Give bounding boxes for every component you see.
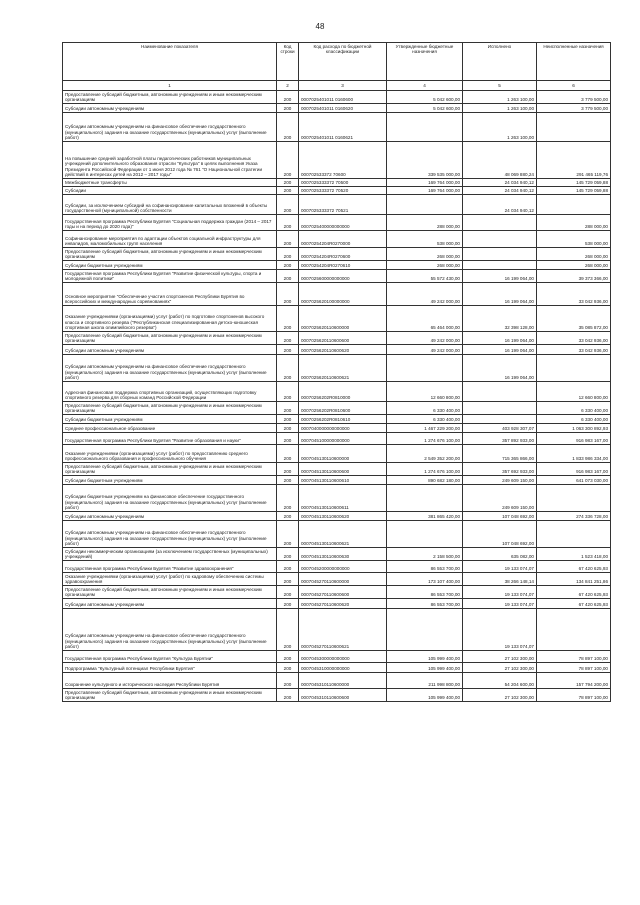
executed-amount-cell: 16 199 064,00 [463, 283, 537, 306]
executed-amount-cell: 54 204 600,00 [463, 673, 537, 689]
unexecuted-amount-cell: 916 983 167,00 [537, 433, 611, 445]
header-executed: Исполнено [463, 43, 537, 81]
indicator-name-cell: Предоставление субсидий бюджетным, автономным учреждениям и иным некоммерческим организациям [63, 463, 277, 476]
indicator-name-cell: Субсидии автономным учреждениям на финансовое обеспечение государственного (муниципального) задания на оказание государственных (муниципальных) услуг (выполнение работ) [63, 609, 277, 651]
budget-classification-cell: 0007025620110600620 [299, 345, 387, 355]
table-row [63, 476, 611, 485]
indicator-name-cell: Субсидии автономным учреждениям [63, 104, 277, 113]
approved-amount-cell: 381 865 420,00 [387, 512, 463, 521]
indicator-name-cell: Субсидии бюджетным учреждениям [63, 261, 277, 270]
approved-amount-cell: 12 660 800,00 [387, 382, 463, 402]
line-code-cell: 200 [277, 306, 299, 332]
line-code-cell: 200 [277, 332, 299, 345]
executed-amount-cell: 1 263 100,00 [463, 113, 537, 142]
budget-classification-cell: 0007025600000000000 [299, 270, 387, 283]
executed-amount-cell [463, 215, 537, 231]
unexecuted-amount-cell [537, 355, 611, 382]
approved-amount-cell: 288 000,00 [387, 215, 463, 231]
budget-classification-cell: 00070254204R0270610 [299, 261, 387, 270]
indicator-name-cell: Субсидии автономным учреждениям [63, 599, 277, 609]
approved-amount-cell [387, 113, 463, 142]
budget-classification-cell: 00070254204R0270600 [299, 248, 387, 261]
budget-classification-cell: 0007045200000000000 [299, 561, 387, 573]
line-code-cell: 200 [277, 689, 299, 702]
table-row [63, 433, 611, 445]
budget-classification-cell: 0007045130110600600 [299, 463, 387, 476]
unexecuted-amount-cell: 1 063 300 892,93 [537, 424, 611, 433]
indicator-name-cell: Предоставление субсидий бюджетным, автономным учреждениям и иным некоммерческим организациям [63, 402, 277, 415]
approved-amount-cell: 2 549 352 200,00 [387, 445, 463, 463]
line-code-cell: 200 [277, 355, 299, 382]
executed-amount-cell: 249 609 150,00 [463, 476, 537, 485]
budget-classification-cell: 0007025620110600000 [299, 306, 387, 332]
indicator-name-cell: Государственная программа Республики Бурятия "Развитие образования и науки" [63, 433, 277, 445]
table-row [63, 512, 611, 521]
line-code-cell: 200 [277, 609, 299, 651]
budget-classification-cell: 0007045270110600620 [299, 599, 387, 609]
table-row [63, 663, 611, 673]
budget-classification-cell: 0007045270110600600 [299, 586, 387, 599]
budget-classification-cell: 0007045310110600600 [299, 689, 387, 702]
budget-classification-cell: 0007045130110600610 [299, 476, 387, 485]
executed-amount-cell: 357 892 933,00 [463, 433, 537, 445]
indicator-name-cell: Субсидии бюджетным учреждениям [63, 476, 277, 485]
budget-classification-cell: 00070254204R0270000 [299, 231, 387, 248]
budget-classification-cell: 0007025620110600621 [299, 355, 387, 382]
unexecuted-amount-cell: 641 073 030,00 [537, 476, 611, 485]
approved-amount-cell: 49 242 000,00 [387, 283, 463, 306]
budget-classification-cell: 00070256202R0810000 [299, 382, 387, 402]
approved-amount-cell: 1 274 676 100,00 [387, 433, 463, 445]
table-row [63, 179, 611, 187]
unexecuted-amount-cell: 3 779 500,00 [537, 91, 611, 104]
table-row [63, 586, 611, 599]
line-code-cell: 200 [277, 485, 299, 512]
table-row [63, 573, 611, 586]
header-budget-classification: Код расхода по бюджетной классификации [299, 43, 387, 81]
approved-amount-cell: 105 999 400,00 [387, 651, 463, 663]
indicator-name-cell: Государственная программа Республики Бурятия "Развитие физической культуры, спорта и молодежной политики" [63, 270, 277, 283]
header-approved: Утвержденные бюджетные назначения [387, 43, 463, 81]
indicator-name-cell: Предоставление субсидий бюджетным, автономным учреждениям и иным некоммерческим организациям [63, 586, 277, 599]
budget-classification-cell: 0007045300000000000 [299, 651, 387, 663]
line-code-cell: 200 [277, 521, 299, 548]
executed-amount-cell: 403 928 307,07 [463, 424, 537, 433]
unexecuted-amount-cell: 157 794 200,00 [537, 673, 611, 689]
approved-amount-cell: 86 553 700,00 [387, 586, 463, 599]
column-number: 2 [277, 81, 299, 91]
approved-amount-cell [387, 195, 463, 215]
table-row [63, 548, 611, 561]
indicator-name-cell: Оказание учреждениями (организациями) услуг (работ) по предоставлению среднего профессионального образования и профессионального обучения [63, 445, 277, 463]
line-code-cell: 200 [277, 382, 299, 402]
unexecuted-amount-cell: 1 523 418,00 [537, 548, 611, 561]
line-code-cell: 200 [277, 548, 299, 561]
budget-classification-cell: 0007045130110600630 [299, 548, 387, 561]
budget-classification-cell: 0007045130110600620 [299, 512, 387, 521]
executed-amount-cell: 24 034 940,12 [463, 179, 537, 187]
line-code-cell: 200 [277, 445, 299, 463]
executed-amount-cell [463, 402, 537, 415]
executed-amount-cell: 715 365 866,00 [463, 445, 537, 463]
line-code-cell: 200 [277, 586, 299, 599]
indicator-name-cell: Субсидии автономным учреждениям на финансовое обеспечение государственного (муниципального) задания на оказание государственных (муниципальных) услуг (выполнение работ) [63, 355, 277, 382]
table-row [63, 445, 611, 463]
unexecuted-amount-cell: 274 336 728,00 [537, 512, 611, 521]
approved-amount-cell: 268 000,00 [387, 261, 463, 270]
line-code-cell: 200 [277, 91, 299, 104]
budget-classification-cell: 000702533372 70600 [299, 142, 387, 179]
unexecuted-amount-cell: 291 465 119,76 [537, 142, 611, 179]
table-row [63, 609, 611, 651]
approved-amount-cell: 1 467 229 200,00 [387, 424, 463, 433]
table-row [63, 345, 611, 355]
executed-amount-cell: 19 133 074,07 [463, 599, 537, 609]
line-code-cell: 200 [277, 476, 299, 485]
line-code-cell: 200 [277, 345, 299, 355]
line-code-cell: 200 [277, 179, 299, 187]
indicator-name-cell: Государственная программа Республики Бурятия "Культура Бурятии" [63, 651, 277, 663]
line-code-cell: 200 [277, 248, 299, 261]
approved-amount-cell: 105 999 400,00 [387, 663, 463, 673]
unexecuted-amount-cell: 78 897 100,00 [537, 651, 611, 663]
budget-classification-cell: 00070256202R0810600 [299, 402, 387, 415]
approved-amount-cell: 6 330 400,00 [387, 402, 463, 415]
table-row [63, 306, 611, 332]
executed-amount-cell [463, 415, 537, 424]
budget-classification-cell: 0007025401011 0160600 [299, 91, 387, 104]
approved-amount-cell: 169 764 000,00 [387, 179, 463, 187]
unexecuted-amount-cell: 145 729 059,88 [537, 187, 611, 195]
column-number: 1 [63, 81, 277, 91]
indicator-name-cell: Основное мероприятие "Обеспечение участия спортсменов Республики Бурятия во всероссийских и международных соревнованиях" [63, 283, 277, 306]
budget-classification-cell: 0007025333372 70500 [299, 179, 387, 187]
unexecuted-amount-cell: 33 042 936,00 [537, 332, 611, 345]
table-row [63, 521, 611, 548]
table-row [63, 485, 611, 512]
line-code-cell: 200 [277, 561, 299, 573]
table-row [63, 270, 611, 283]
header-row [63, 43, 611, 81]
indicator-name-cell: Субсидии, за исключением субсидий на софинансирование капитальных вложений в объекты государственной (муниципальной) собственности [63, 195, 277, 215]
column-number-row [63, 81, 611, 91]
budget-classification-cell: 0007045270110600621 [299, 609, 387, 651]
table-row [63, 382, 611, 402]
line-code-cell: 200 [277, 663, 299, 673]
table-row [63, 283, 611, 306]
table-row [63, 187, 611, 195]
unexecuted-amount-cell: 78 897 100,00 [537, 663, 611, 673]
indicator-name-cell: Субсидии бюджетным учреждениям [63, 415, 277, 424]
executed-amount-cell: 48 069 880,24 [463, 142, 537, 179]
approved-amount-cell: 86 553 700,00 [387, 561, 463, 573]
executed-amount-cell: 24 034 940,12 [463, 195, 537, 215]
column-number: 5 [463, 81, 537, 91]
budget-classification-cell: 0007040000000000000 [299, 424, 387, 433]
budget-classification-cell: 0007045100000000000 [299, 433, 387, 445]
unexecuted-amount-cell: 6 330 400,00 [537, 415, 611, 424]
table-row [63, 215, 611, 231]
line-code-cell: 200 [277, 187, 299, 195]
approved-amount-cell: 65 464 000,00 [387, 306, 463, 332]
table-row [63, 463, 611, 476]
budget-classification-cell: 0007025333372 70521 [299, 195, 387, 215]
line-code-cell: 200 [277, 433, 299, 445]
line-code-cell: 200 [277, 113, 299, 142]
executed-amount-cell: 357 692 933,00 [463, 463, 537, 476]
approved-amount-cell: 1 274 676 100,00 [387, 463, 463, 476]
budget-classification-cell: 0007045130110600621 [299, 521, 387, 548]
executed-amount-cell: 107 048 692,00 [463, 512, 537, 521]
approved-amount-cell: 105 999 400,00 [387, 689, 463, 702]
approved-amount-cell: 5 042 600,00 [387, 104, 463, 113]
approved-amount-cell: 49 242 000,00 [387, 345, 463, 355]
executed-amount-cell: 32 398 128,00 [463, 306, 537, 332]
budget-classification-cell: 0007025401011 0160621 [299, 113, 387, 142]
unexecuted-amount-cell: 916 983 167,00 [537, 463, 611, 476]
unexecuted-amount-cell: 39 373 366,00 [537, 270, 611, 283]
executed-amount-cell: 249 609 150,00 [463, 485, 537, 512]
approved-amount-cell: 339 535 000,00 [387, 142, 463, 179]
line-code-cell: 200 [277, 415, 299, 424]
column-number: 3 [299, 81, 387, 91]
indicator-name-cell: Сохранение культурного и исторического наследия Республики Бурятия [63, 673, 277, 689]
line-code-cell: 200 [277, 402, 299, 415]
table-row [63, 673, 611, 689]
executed-amount-cell: 1 263 100,00 [463, 104, 537, 113]
executed-amount-cell: 107 048 692,00 [463, 521, 537, 548]
indicator-name-cell: Предоставление субсидий бюджетным, автономным учреждениям и иным некоммерческим организациям [63, 248, 277, 261]
line-code-cell: 200 [277, 651, 299, 663]
budget-classification-cell: 0007045310000000000 [299, 663, 387, 673]
executed-amount-cell: 38 266 148,14 [463, 573, 537, 586]
table-row [63, 561, 611, 573]
approved-amount-cell [387, 485, 463, 512]
unexecuted-amount-cell: 33 042 936,00 [537, 283, 611, 306]
line-code-cell: 200 [277, 270, 299, 283]
unexecuted-amount-cell: 268 000,00 [537, 248, 611, 261]
unexecuted-amount-cell: 288 000,00 [537, 215, 611, 231]
header-indicator-name: Наименование показателя [63, 43, 277, 81]
header-line-code: Код строки [277, 43, 299, 81]
table-row [63, 402, 611, 415]
unexecuted-amount-cell: 33 042 936,00 [537, 345, 611, 355]
indicator-name-cell: Субсидии бюджетным учреждениям на финансовое обеспечение государственного (муниципального) задания на оказание государственных (муниципальных) услуг (выполнение работ) [63, 485, 277, 512]
table-row [63, 424, 611, 433]
table-row [63, 415, 611, 424]
unexecuted-amount-cell [537, 485, 611, 512]
indicator-name-cell: Государственная программа Республики Бурятия "Развитие здравоохранения" [63, 561, 277, 573]
executed-amount-cell: 16 199 064,00 [463, 355, 537, 382]
executed-amount-cell: 16 199 064,00 [463, 270, 537, 283]
approved-amount-cell: 2 158 500,00 [387, 548, 463, 561]
executed-amount-cell: 16 199 064,00 [463, 345, 537, 355]
indicator-name-cell: Оказание учреждениями (организациями) услуг (работ) по кадровому обеспечению системы здравоохранения [63, 573, 277, 586]
table-row [63, 355, 611, 382]
executed-amount-cell: 27 102 300,00 [463, 689, 537, 702]
indicator-name-cell: Подпрограмма "Культурный потенциал Республики Бурятия" [63, 663, 277, 673]
table-row [63, 91, 611, 104]
column-number: 4 [387, 81, 463, 91]
unexecuted-amount-cell: 538 000,00 [537, 231, 611, 248]
executed-amount-cell: 27 102 300,00 [463, 663, 537, 673]
table-row [63, 142, 611, 179]
unexecuted-amount-cell [537, 609, 611, 651]
line-code-cell: 200 [277, 573, 299, 586]
budget-classification-cell: 0007025401011 0160620 [299, 104, 387, 113]
indicator-name-cell: Субсидии [63, 187, 277, 195]
indicator-name-cell: Софинансирование мероприятия по адаптации объектов социальной инфраструктуры для инвалидов, маломобильных групп населения [63, 231, 277, 248]
unexecuted-amount-cell: 134 841 251,86 [537, 573, 611, 586]
executed-amount-cell [463, 248, 537, 261]
unexecuted-amount-cell: 35 085 872,00 [537, 306, 611, 332]
indicator-name-cell: На повышение средней заработной платы педагогических работников муниципальных учреждений дополнительного образования отрасли "Культура" в целях выполнения Указа Президента Российской Федерации от 1 июня 2012 года № 761 "О Национальной стратегии действий в интересах детей на 2012 – 2017 годы" [63, 142, 277, 179]
budget-report-table [62, 42, 611, 702]
unexecuted-amount-cell: 3 779 500,00 [537, 104, 611, 113]
line-code-cell: 200 [277, 512, 299, 521]
executed-amount-cell [463, 261, 537, 270]
approved-amount-cell: 538 000,00 [387, 231, 463, 248]
executed-amount-cell: 27 102 300,00 [463, 651, 537, 663]
unexecuted-amount-cell: 12 660 800,00 [537, 382, 611, 402]
approved-amount-cell [387, 521, 463, 548]
line-code-cell: 200 [277, 215, 299, 231]
indicator-name-cell: Среднее профессиональное образование [63, 424, 277, 433]
table-row [63, 599, 611, 609]
indicator-name-cell: Предоставление субсидий бюджетным, автономным учреждениям и иным некоммерческим организациям [63, 332, 277, 345]
budget-classification-cell: 0007045270110600000 [299, 573, 387, 586]
executed-amount-cell: 19 133 074,07 [463, 609, 537, 651]
approved-amount-cell: 890 682 180,00 [387, 476, 463, 485]
line-code-cell: 200 [277, 599, 299, 609]
budget-classification-cell: 0007025333372 70520 [299, 187, 387, 195]
executed-amount-cell: 1 263 100,00 [463, 91, 537, 104]
unexecuted-amount-cell: 1 833 986 334,00 [537, 445, 611, 463]
report-body [63, 91, 611, 702]
line-code-cell: 200 [277, 104, 299, 113]
indicator-name-cell: Субсидии автономным учреждениям [63, 345, 277, 355]
indicator-name-cell: Субсидии некоммерческим организациям (за исключением государственных (муниципальных) учреждений) [63, 548, 277, 561]
indicator-name-cell: Государственная программа Республики Бурятия "Социальная поддержка граждан (2014 – 2017 годы и на период до 2020 года)" [63, 215, 277, 231]
table-row [63, 689, 611, 702]
table-row [63, 248, 611, 261]
unexecuted-amount-cell: 78 897 100,00 [537, 689, 611, 702]
unexecuted-amount-cell: 67 420 625,93 [537, 561, 611, 573]
line-code-cell: 200 [277, 261, 299, 270]
unexecuted-amount-cell [537, 521, 611, 548]
table-row [63, 651, 611, 663]
executed-amount-cell: 19 133 074,07 [463, 586, 537, 599]
budget-classification-cell: 0007045310110600000 [299, 673, 387, 689]
indicator-name-cell: Адресная финансовая поддержка спортивных организаций, осуществляющих подготовку спортивного резерва для сборных команд Российской Федерации [63, 382, 277, 402]
indicator-name-cell: Межбюджетные трансферты [63, 179, 277, 187]
budget-classification-cell: 0007025620110600600 [299, 332, 387, 345]
executed-amount-cell: 635 082,00 [463, 548, 537, 561]
indicator-name-cell: Субсидии автономным учреждениям на финансовое обеспечение государственного (муниципального) задания на оказание государственных (муниципальных) услуг (выполнение работ) [63, 521, 277, 548]
approved-amount-cell: 49 242 000,00 [387, 332, 463, 345]
line-code-cell: 200 [277, 195, 299, 215]
unexecuted-amount-cell: 145 729 059,88 [537, 179, 611, 187]
page-number: 48 [315, 22, 325, 31]
approved-amount-cell: 55 572 430,00 [387, 270, 463, 283]
unexecuted-amount-cell: 67 420 625,93 [537, 599, 611, 609]
indicator-name-cell: Оказание учреждениями (организациями) услуг (работ) по подготовке спортсменов высокого класса и спортивного резерва ("Республиканская специализированная детско-юношеская спортивная школа олимпийского резерва") [63, 306, 277, 332]
line-code-cell: 200 [277, 283, 299, 306]
header-unexecuted: Неисполненные назначения [537, 43, 611, 81]
budget-classification-cell: 0007025400000000000 [299, 215, 387, 231]
indicator-name-cell: Предоставление субсидий бюджетным, автономным учреждениям и иным некоммерческим организациям [63, 91, 277, 104]
unexecuted-amount-cell: 67 420 625,93 [537, 586, 611, 599]
budget-classification-cell: 0007045130110600611 [299, 485, 387, 512]
table-row [63, 261, 611, 270]
budget-classification-cell: 0007045130110600000 [299, 445, 387, 463]
line-code-cell: 200 [277, 142, 299, 179]
approved-amount-cell [387, 355, 463, 382]
indicator-name-cell: Субсидии автономным учреждениям [63, 512, 277, 521]
executed-amount-cell [463, 231, 537, 248]
executed-amount-cell: 19 133 074,07 [463, 561, 537, 573]
approved-amount-cell [387, 609, 463, 651]
column-number: 6 [537, 81, 611, 91]
budget-classification-cell: 00070256202R0810610 [299, 415, 387, 424]
table-row [63, 332, 611, 345]
table-row [63, 231, 611, 248]
unexecuted-amount-cell: 6 330 400,00 [537, 402, 611, 415]
unexecuted-amount-cell [537, 195, 611, 215]
table-row [63, 195, 611, 215]
approved-amount-cell: 169 764 000,00 [387, 187, 463, 195]
unexecuted-amount-cell: 268 000,00 [537, 261, 611, 270]
indicator-name-cell: Субсидии автономным учреждениям на финансовое обеспечение государственного (муниципального) задания на оказание государственных (муниципальных) услуг (выполнение работ) [63, 113, 277, 142]
line-code-cell: 200 [277, 463, 299, 476]
approved-amount-cell: 211 998 800,00 [387, 673, 463, 689]
indicator-name-cell: Предоставление субсидий бюджетным, автономным учреждениям и иным некоммерческим организациям [63, 689, 277, 702]
executed-amount-cell: 16 199 064,00 [463, 332, 537, 345]
approved-amount-cell: 173 107 400,00 [387, 573, 463, 586]
executed-amount-cell: 24 034 940,12 [463, 187, 537, 195]
line-code-cell: 200 [277, 231, 299, 248]
table-row [63, 104, 611, 113]
approved-amount-cell: 86 553 700,00 [387, 599, 463, 609]
approved-amount-cell: 6 330 400,00 [387, 415, 463, 424]
line-code-cell: 200 [277, 673, 299, 689]
executed-amount-cell [463, 382, 537, 402]
line-code-cell: 200 [277, 424, 299, 433]
approved-amount-cell: 268 000,00 [387, 248, 463, 261]
table-row [63, 113, 611, 142]
unexecuted-amount-cell [537, 113, 611, 142]
budget-classification-cell: 0007025620100000000 [299, 283, 387, 306]
approved-amount-cell: 5 042 600,00 [387, 91, 463, 104]
